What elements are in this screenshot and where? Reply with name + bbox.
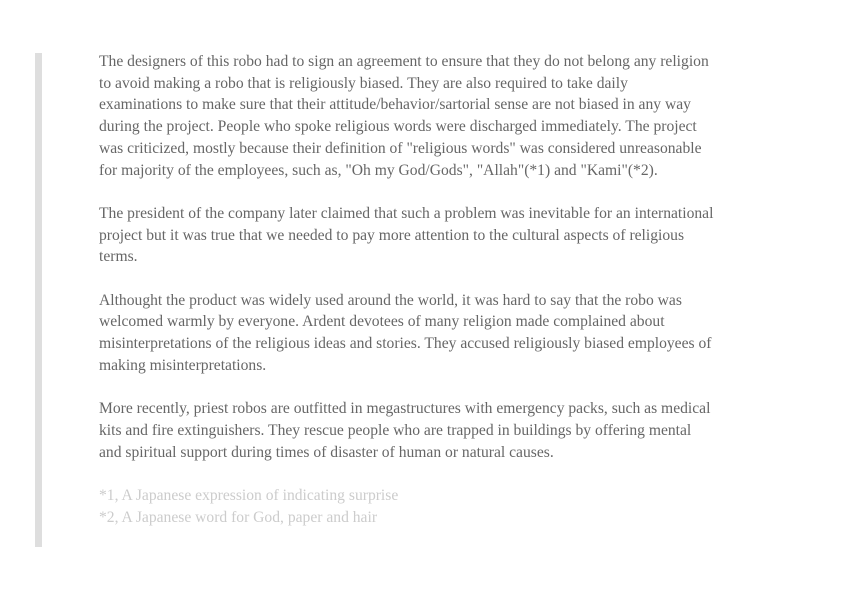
text-line: examinations to make sure that their attitude/behavior/sartorial sense are not biased in any way (99, 96, 691, 114)
text-line: kits and fire extinguishers. They rescue people who are trapped in buildings by offering mental (99, 421, 692, 439)
text-line: making misinterpretations. (99, 356, 267, 374)
text-line: for majority of the employees, such as, "Oh my God/Gods", "Allah"(*1) and "Kami"(*2). (99, 161, 658, 179)
paragraph-3 (99, 290, 815, 377)
text-line: and spiritual support during times of disaster of human or natural causes. (99, 443, 554, 461)
paragraph-1 (99, 51, 815, 181)
footnote-1: *1, A Japanese expression of indicating surprise (99, 487, 399, 504)
text-line: The designers of this robo had to sign an agreement to ensure that they do not belong any religion (99, 53, 709, 70)
footnotes (99, 485, 815, 528)
footnote-2: *2, A Japanese word for God, paper and hair (99, 508, 378, 526)
text-line: welcomed warmly by everyone. Ardent devotees of many religion made complained about (99, 313, 665, 331)
left-margin-bar (35, 53, 42, 547)
text-line: misinterpretations of the religious ideas and stories. They accused religiously biased employees of (99, 335, 712, 353)
text-line: More recently, priest robos are outfitted in megastructures with emergency packs, such as medical (99, 400, 711, 418)
text-line: Althought the product was widely used around the world, it was hard to say that the robo was (99, 291, 682, 309)
text-line: terms. (99, 248, 138, 266)
text-line: project but it was true that we needed to pay more attention to the cultural aspects of religious (99, 226, 685, 244)
document-body (99, 51, 815, 528)
paragraph-4 (99, 398, 815, 463)
text-line: during the project. People who spoke religious words were discharged immediately. The project (99, 118, 697, 136)
text-line: was criticized, mostly because their definition of "religious words" was considered unreasonable (99, 139, 702, 157)
text-line: to avoid making a robo that is religiously biased. They are also required to take daily (99, 74, 628, 92)
paragraph-2 (99, 203, 815, 268)
text-line: The president of the company later claimed that such a problem was inevitable for an international (99, 204, 714, 222)
